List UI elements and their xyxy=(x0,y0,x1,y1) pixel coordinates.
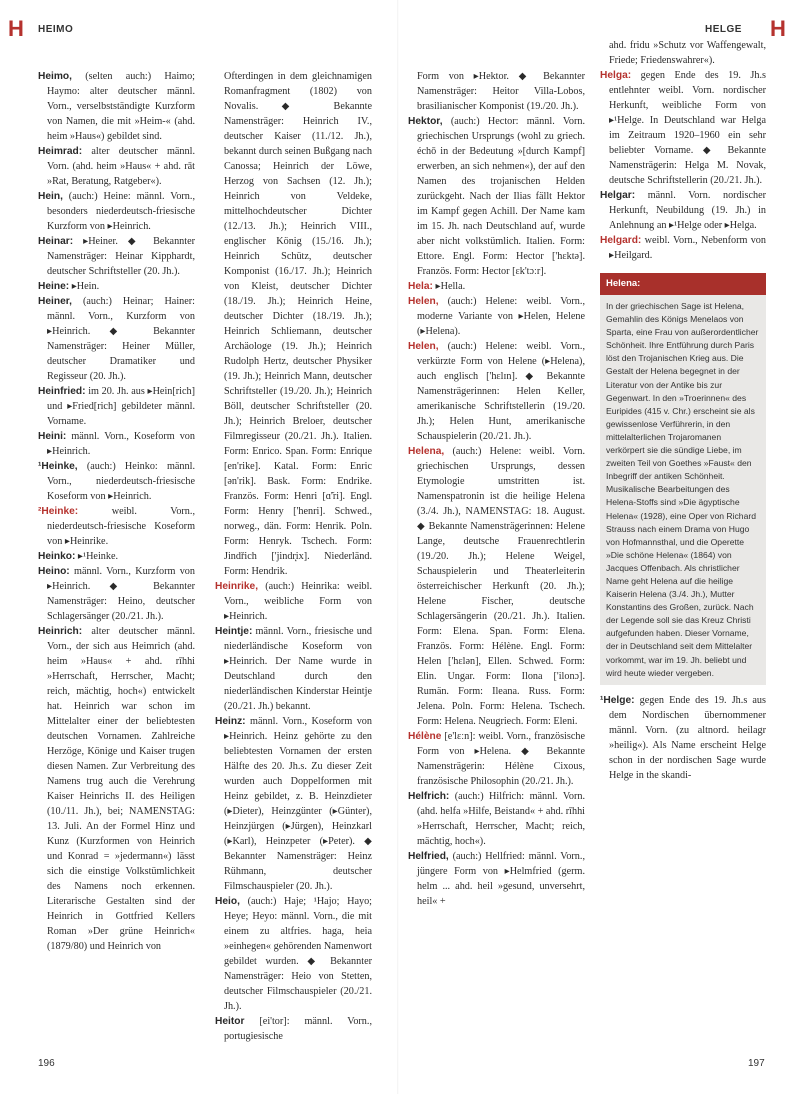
entry-text: (auch:) Hilfrich: männl. Vorn. (ahd. helfa »Hilfe, Beistand« + ahd. rīhhi »Herrschaft, Herrscher, Macht; reich, mächtig, hoch«). xyxy=(417,791,585,847)
section-letter-left: H xyxy=(8,16,24,41)
entry-headword: Helfrich: xyxy=(408,791,450,802)
left-column-1 xyxy=(38,69,195,954)
right-column-1 xyxy=(408,69,585,909)
dictionary-entry xyxy=(408,849,585,909)
running-head-right: HELGE xyxy=(705,24,742,35)
entry-text: (auch:) Hellfried: männl. Vorn., jüngere Form von ▸Helmfried (germ. helm ... ahd. heil »gesund, unversehrt, heil« + xyxy=(417,851,585,907)
entry-headword: Heinfried: xyxy=(38,386,86,397)
entry-headword: Heio, xyxy=(215,896,240,907)
right-column-2 xyxy=(600,38,766,263)
entry-text: [e'lɛːn]: weibl. Vorn., französische Form von ▸Helena. ◆ Bekannte Namensträgerin: Hélène Cixous, französische Philosophin (20./21. Jh.). xyxy=(417,731,585,787)
dictionary-entry xyxy=(408,114,585,279)
dictionary-entry xyxy=(38,279,195,294)
dictionary-entry xyxy=(600,693,766,783)
section-letter-right: H xyxy=(770,16,786,41)
entry-text: männl. Vorn., Koseform von ▸Heinrich. Heinz gehörte zu den beliebtesten Vornamen der ersten Hälfte des 20. Jh.s. Zu dieser Zeit wurden auch Doppelformen mit Heinz gebildet, z. B. Heinzdieter (▸Dieter), Heinzgünter (▸Günter), Heinzjürgen (▸Jürgen), Heinzkarl (▸Karl), Heinzpeter (▸Peter). ◆ Bekannter Namensträger: Heinz Rühmann, deutscher Filmschauspieler (20. Jh.). xyxy=(224,716,372,892)
entry-text: (auch:) Heinar; Hainer: männl. Vorn., Kurzform von ▸Heinrich. ◆ Bekannter Namensträger: Heiner Müller, deutscher Dramatiker und Regisseur (20. Jh.). xyxy=(47,296,195,382)
entry-text: Form von ▸Hektor. ◆ Bekannter Namensträger: Heitor Villa-Lobos, brasilianischer Komponist (19./20. Jh.). xyxy=(417,71,585,112)
dictionary-entry xyxy=(38,564,195,624)
dictionary-entry xyxy=(600,188,766,233)
dictionary-entry xyxy=(38,549,195,564)
entry-text: ▸Hein. xyxy=(69,281,100,292)
entry-headword: Heine: xyxy=(38,281,70,292)
dictionary-entry xyxy=(38,69,195,144)
entry-headword: Heino: xyxy=(38,566,70,577)
right-column-2-after-box xyxy=(600,693,766,783)
entry-headword: Heinar: xyxy=(38,236,74,247)
left-column-2 xyxy=(215,69,372,1044)
dictionary-entry xyxy=(215,624,372,714)
dictionary-entry xyxy=(38,384,195,429)
entry-headword: Hektor, xyxy=(408,116,443,127)
entry-text: (auch:) Hector: männl. Vorn. griechischen Ursprungs (wohl zu griech. échō in der Bedeutung »[durch Kampf] erwerben, an sich nehmen«), der auf den Namen des trojanischen Helden zurückgeht. Nach der Ilias fällt Hektor im Kampf gegen Achill. Der Name kam im 15. Jh. nach Deutschland auf, wurde aber nicht volkstümlich. Italien. Form: Ettore. Engl. Form: Hector ['hɛktə]. Französ. Form: Hector [ɛk'tɔːr]. xyxy=(417,116,585,277)
entry-text: weibl. Vorn., Nebenform von ▸Heilgard. xyxy=(609,235,766,261)
entry-headword: Heinrike, xyxy=(215,581,259,592)
dictionary-entry xyxy=(215,69,372,579)
entry-headword: Heinko: xyxy=(38,551,76,562)
info-box-helena xyxy=(600,273,766,685)
page-number-left: 196 xyxy=(38,1058,55,1069)
dictionary-entry xyxy=(215,714,372,894)
dictionary-entry xyxy=(38,429,195,459)
entry-text: (auch:) Helene: weibl. Vorn. griechischen Ursprungs, dessen Etymologie umstritten ist. Namenspatronin ist die heilige Helena (3./4. Jh.), NAMENSTAG: 18. August. ◆ Bekannte Namensträgerinnen: Helene Lange, deutsche Frauenrechtlerin (19./20. Jh.); Helene Weigel, Schauspielerin und Theaterleiterin österreichischer Herkunft (20. Jh.); Helene Fischer, deutsche Schlagersängerin (20./21. Jh.). Italien. Form: Elena. Span. Form: Elena. Französ. Form: Hélène. Engl. Form: Helen ['hɛlən], Ellen. Schwed. Form: Elin. Ungar. Form: Ilona ['ilonɔ]. Rumän. Form: Ileana. Russ. Form: Jelena. Poln. Form: Helena. Tschech. Form: Helena. Neugriech. Form: Eleni. xyxy=(417,446,585,727)
entry-text: (auch:) Heine: männl. Vorn., besonders niederdeutsch-friesische Kurzform von ▸Heinrich. xyxy=(47,191,195,232)
entry-text: männl. Vorn., friesische und niederländische Koseform von ▸Heinrich. Der Name wurde in Deutschland durch den niederländischen Kinderstar Heintje (20./21. Jh.) bekannt. xyxy=(224,626,372,712)
entry-headword: Heini: xyxy=(38,431,67,442)
entry-headword: Helen, xyxy=(408,341,439,352)
entry-text: (auch:) Heinrika: weibl. Vorn., weibliche Form von ▸Heinrich. xyxy=(224,581,372,622)
entry-headword: Helen, xyxy=(408,296,439,307)
entry-text: (selten auch:) Haimo; Haymo: alter deutscher männl. Vorn., verselbstständigte Kurzform von Namen, die mit »Heim-« (ahd. heim »Haus«) gebildet sind. xyxy=(47,71,195,142)
dictionary-entry xyxy=(215,1014,372,1044)
entry-text: im 20. Jh. aus ▸Hein[rich] und ▸Fried[rich] gebildeter männl. Vorname. xyxy=(47,386,195,427)
dictionary-entry xyxy=(38,504,195,549)
entry-headword: Helena, xyxy=(408,446,445,457)
entry-headword: Helgard: xyxy=(600,235,642,246)
entry-text: gegen Ende des 19. Jh.s entlehnter weibl. Vorn. nordischer Herkunft, weibliche Form von ▸¹Helge. In Deutschland war Helga im Zeitraum 1920–1960 ein sehr beliebter Vorname. ◆ Bekannte Namensträgerin: Helga M. Novak, deutsche Schriftstellerin (20./21. Jh.). xyxy=(609,70,766,186)
entry-text: ▸Heiner. ◆ Bekannter Namensträger: Heinar Kipphardt, deutscher Schriftsteller (20. Jh.). xyxy=(47,236,195,277)
entry-text: [ei'tor]: männl. Vorn., portugiesische xyxy=(224,1016,372,1042)
dictionary-entry xyxy=(408,444,585,729)
running-head-left: HEIMO xyxy=(38,24,74,35)
entry-headword: Heimo, xyxy=(38,71,72,82)
dictionary-entry xyxy=(408,789,585,849)
entry-headword: ²Heinke: xyxy=(38,506,79,517)
entry-headword: ¹Heinke, xyxy=(38,461,78,472)
entry-headword: Heimrad: xyxy=(38,146,83,157)
entry-headword: Helgar: xyxy=(600,190,636,201)
entry-headword: Heiner, xyxy=(38,296,72,307)
entry-text: männl. Vorn., Koseform von ▸Heinrich. xyxy=(47,431,195,457)
entry-text: weibl. Vorn., niederdeutsch-friesische Koseform von ▸Heinrike. xyxy=(47,506,195,547)
page-number-right: 197 xyxy=(748,1058,765,1069)
entry-text: (auch:) Helene: weibl. Vorn., verkürzte Form von Helene (▸Helena), auch englisch ['hɛlɪn]. ◆ Bekannte Namensträgerinnen: Helen Keller, amerikanische Schriftstellerin (19./20. Jh.); Helen Hunt, amerikanische Schauspielerin (20./21. Jh.). xyxy=(417,341,585,442)
dictionary-entry xyxy=(215,894,372,1014)
dictionary-entry xyxy=(38,234,195,279)
page-footer xyxy=(0,1054,796,1094)
entry-headword: Helfried, xyxy=(408,851,449,862)
dictionary-entry xyxy=(215,579,372,624)
dictionary-entry xyxy=(600,68,766,188)
entry-headword: Hein, xyxy=(38,191,63,202)
dictionary-entry xyxy=(38,144,195,189)
entry-text: Ofterdingen in dem gleichnamigen Romanfragment (1802) von Novalis. ◆ Bekannte Namensträger: Heinrich IV., deutscher Kaiser (11./12. Jh.), bekannt durch seinen Bußgang nach Canossa; Heinrich der Löwe, Herzog von Sachsen (12. Jh.); Heinrich von Veldeke, mittelhochdeutscher Dichter (12./13. Jh.); Heinrich VIII., englischer König (15./16. Jh.); Heinrich Schütz, deutscher Komponist (16./17. Jh.); Heinrich von Kleist, deutscher Dichter (18./19. Jh.); Heinrich Heine, deutscher Dichter (18./19. Jh.); Heinrich Schliemann, deutscher Archäologe (19. Jh.); Heinrich Rudolph Hertz, deutscher Physiker (19. Jh.); Heinrich Mann, deutscher Schriftsteller (19./20. Jh.); Heinrich Böll, deutscher Schriftsteller (20. Jh.); Heinrich Breloer, deutscher Filmregisseur (20./21. Jh.). Italien. Form: Enrico. Span. Form: Enrique [en'rike]. Katal. Form: Enric [ən'rik]. Bask. Form: Endrike. Französ. Form: Henri [ɑ̃'ri]. Engl. Form: Henry ['henri]. Schwed., norweg., dän. Form: Henrik. Poln. Form: Henryk. Tschech. Form: Jindřich ['jindr̝ix]. Niederländ. Form: Hendrik. xyxy=(224,71,372,577)
entry-text: ahd. fridu »Schutz vor Waffengewalt, Friede; Friedenswahrer«). xyxy=(609,40,766,66)
dictionary-entry xyxy=(38,189,195,234)
dictionary-entry xyxy=(408,279,585,294)
dictionary-entry xyxy=(408,339,585,444)
entry-headword: Hélène xyxy=(408,731,442,742)
entry-headword: Helga: xyxy=(600,70,632,81)
entry-text: (auch:) Helene: weibl. Vorn., moderne Variante von ▸Helen, Helene (▸Helena). xyxy=(417,296,585,337)
entry-text: männl. Vorn. nordischer Herkunft, Neubildung (19. Jh.) in Anlehnung an ▸¹Helge oder ▸Helga. xyxy=(609,190,766,231)
entry-text: alter deutscher männl. Vorn. (ahd. heim »Haus« + ahd. rāt »Rat, Beratung, Ratgeber«). xyxy=(47,146,195,187)
dictionary-entry xyxy=(38,459,195,504)
dictionary-entry xyxy=(408,69,585,114)
running-header xyxy=(0,0,796,69)
entry-text: ▸Hella. xyxy=(432,281,466,292)
entry-headword: Hela: xyxy=(408,281,433,292)
entry-text: gegen Ende des 19. Jh.s aus dem Nordischen übernommener männl. Vorn. (zu altnord. heilagr »heilig«). Als Name erscheint Helge schon in der nordischen Sage wurde Helge in the skandi- xyxy=(609,694,766,781)
info-box-text: In der griechischen Sage ist Helena, Gemahlin des Königs Menelaos von Sparta, eine Frau von außerordentlicher Schönheit. Ihre Entführung durch Paris löst den Trojanischen Krieg aus. Die Gestalt der Helena begegnet in der Literatur von der Antike bis zur Gegenwart. In den »Troerinnen« des Euripides (415 v. Chr.) erscheint sie als gewissenlose Verführerin, in den mittelalterlichen Trojaromanen verkörpert sie die sündige Liebe, im zweiten Teil von Goethes »Faust« den Inbegriff der antiken Schönheit. Musikalische Bearbeitungen des Helena-Stoffs sind »Die ägyptische Helena« (1928), eine Oper von Richard Strauss nach einem Drama von Hugo von Hofmannsthal, und die Operette »Die schöne Helena« (1864) von Jacques Offenbach. Als christlicher Name geht Helena auf die heilige Kaiserin Helena (3./4. Jh.), Mutter Konstantins des Großen, zurück. Nach der Legende soll sie das Kreuz Christi aufgefunden haben. Dieser Vorname, der in Deutschland seit dem Mittelalter vorkommt, war im 19. Jh. beliebt und wird heute wieder vergeben. xyxy=(606,301,759,678)
entry-text: alter deutscher männl. Vorn., der sich aus Heimrich (ahd. heim »Haus« + ahd. rīhhi »Herrschaft, Herrscher, Macht; reich, mächtig, hoch«) entwickelt hat. Heinrich war schon im Mittelalter einer der beliebtesten deutschen Vornamen. Zahlreiche Herzöge, Könige und Kaiser trugen diesen Namen. Zur Verbreitung des Namens trug auch die Verehrung Kaiser Heinrichs II. des Heiligen (10./11. Jh.), bei; NAMENSTAG: 13. Juli. An der Formel Hinz und Kunz (Kurzformen von Heinrich und Konrad = »jedermann«) lässt sich die einstige Volkstümlichkeit des Namens noch erkennen. Literarische Gestalten sind der Heinrich in Gottfried Kellers Roman »Der grüne Heinrich« (1879/80) und Heinrich von xyxy=(47,626,195,952)
right-column-2-wrapper xyxy=(600,38,766,783)
entry-headword: ¹Helge: xyxy=(600,694,635,706)
dictionary-entry xyxy=(408,729,585,789)
page-gutter xyxy=(397,0,399,1094)
entry-text: (auch:) Heinko: männl. Vorn., niederdeutsch-friesische Koseform von ▸Heinrich. xyxy=(47,461,195,502)
entry-headword: Heitor xyxy=(215,1016,245,1027)
dictionary-entry xyxy=(408,294,585,339)
info-box-title: Helena: xyxy=(600,273,766,295)
entry-text: männl. Vorn., Kurzform von ▸Heinrich. ◆ Bekannter Namensträger: Heino, deutscher Schlagersänger (20./21. Jh.). xyxy=(47,566,195,622)
entry-headword: Heinrich: xyxy=(38,626,83,637)
dictionary-entry xyxy=(38,624,195,954)
entry-text: ▸¹Heinke. xyxy=(75,551,119,562)
dictionary-entry xyxy=(600,233,766,263)
dictionary-entry xyxy=(38,294,195,384)
entry-text: (auch:) Haje; ¹Hajo; Hayo; Heye; Heyo: männl. Vorn., die mit einem zu altfries. haga, heia »einhegen« gehörenden Namenwort gebildet wurden. ◆ Bekannter Namensträger: Heio von Stetten, deutscher Filmschauspieler (20./21. Jh.). xyxy=(224,896,372,1012)
entry-headword: Heinz: xyxy=(215,716,246,727)
entry-headword: Heintje: xyxy=(215,626,253,637)
